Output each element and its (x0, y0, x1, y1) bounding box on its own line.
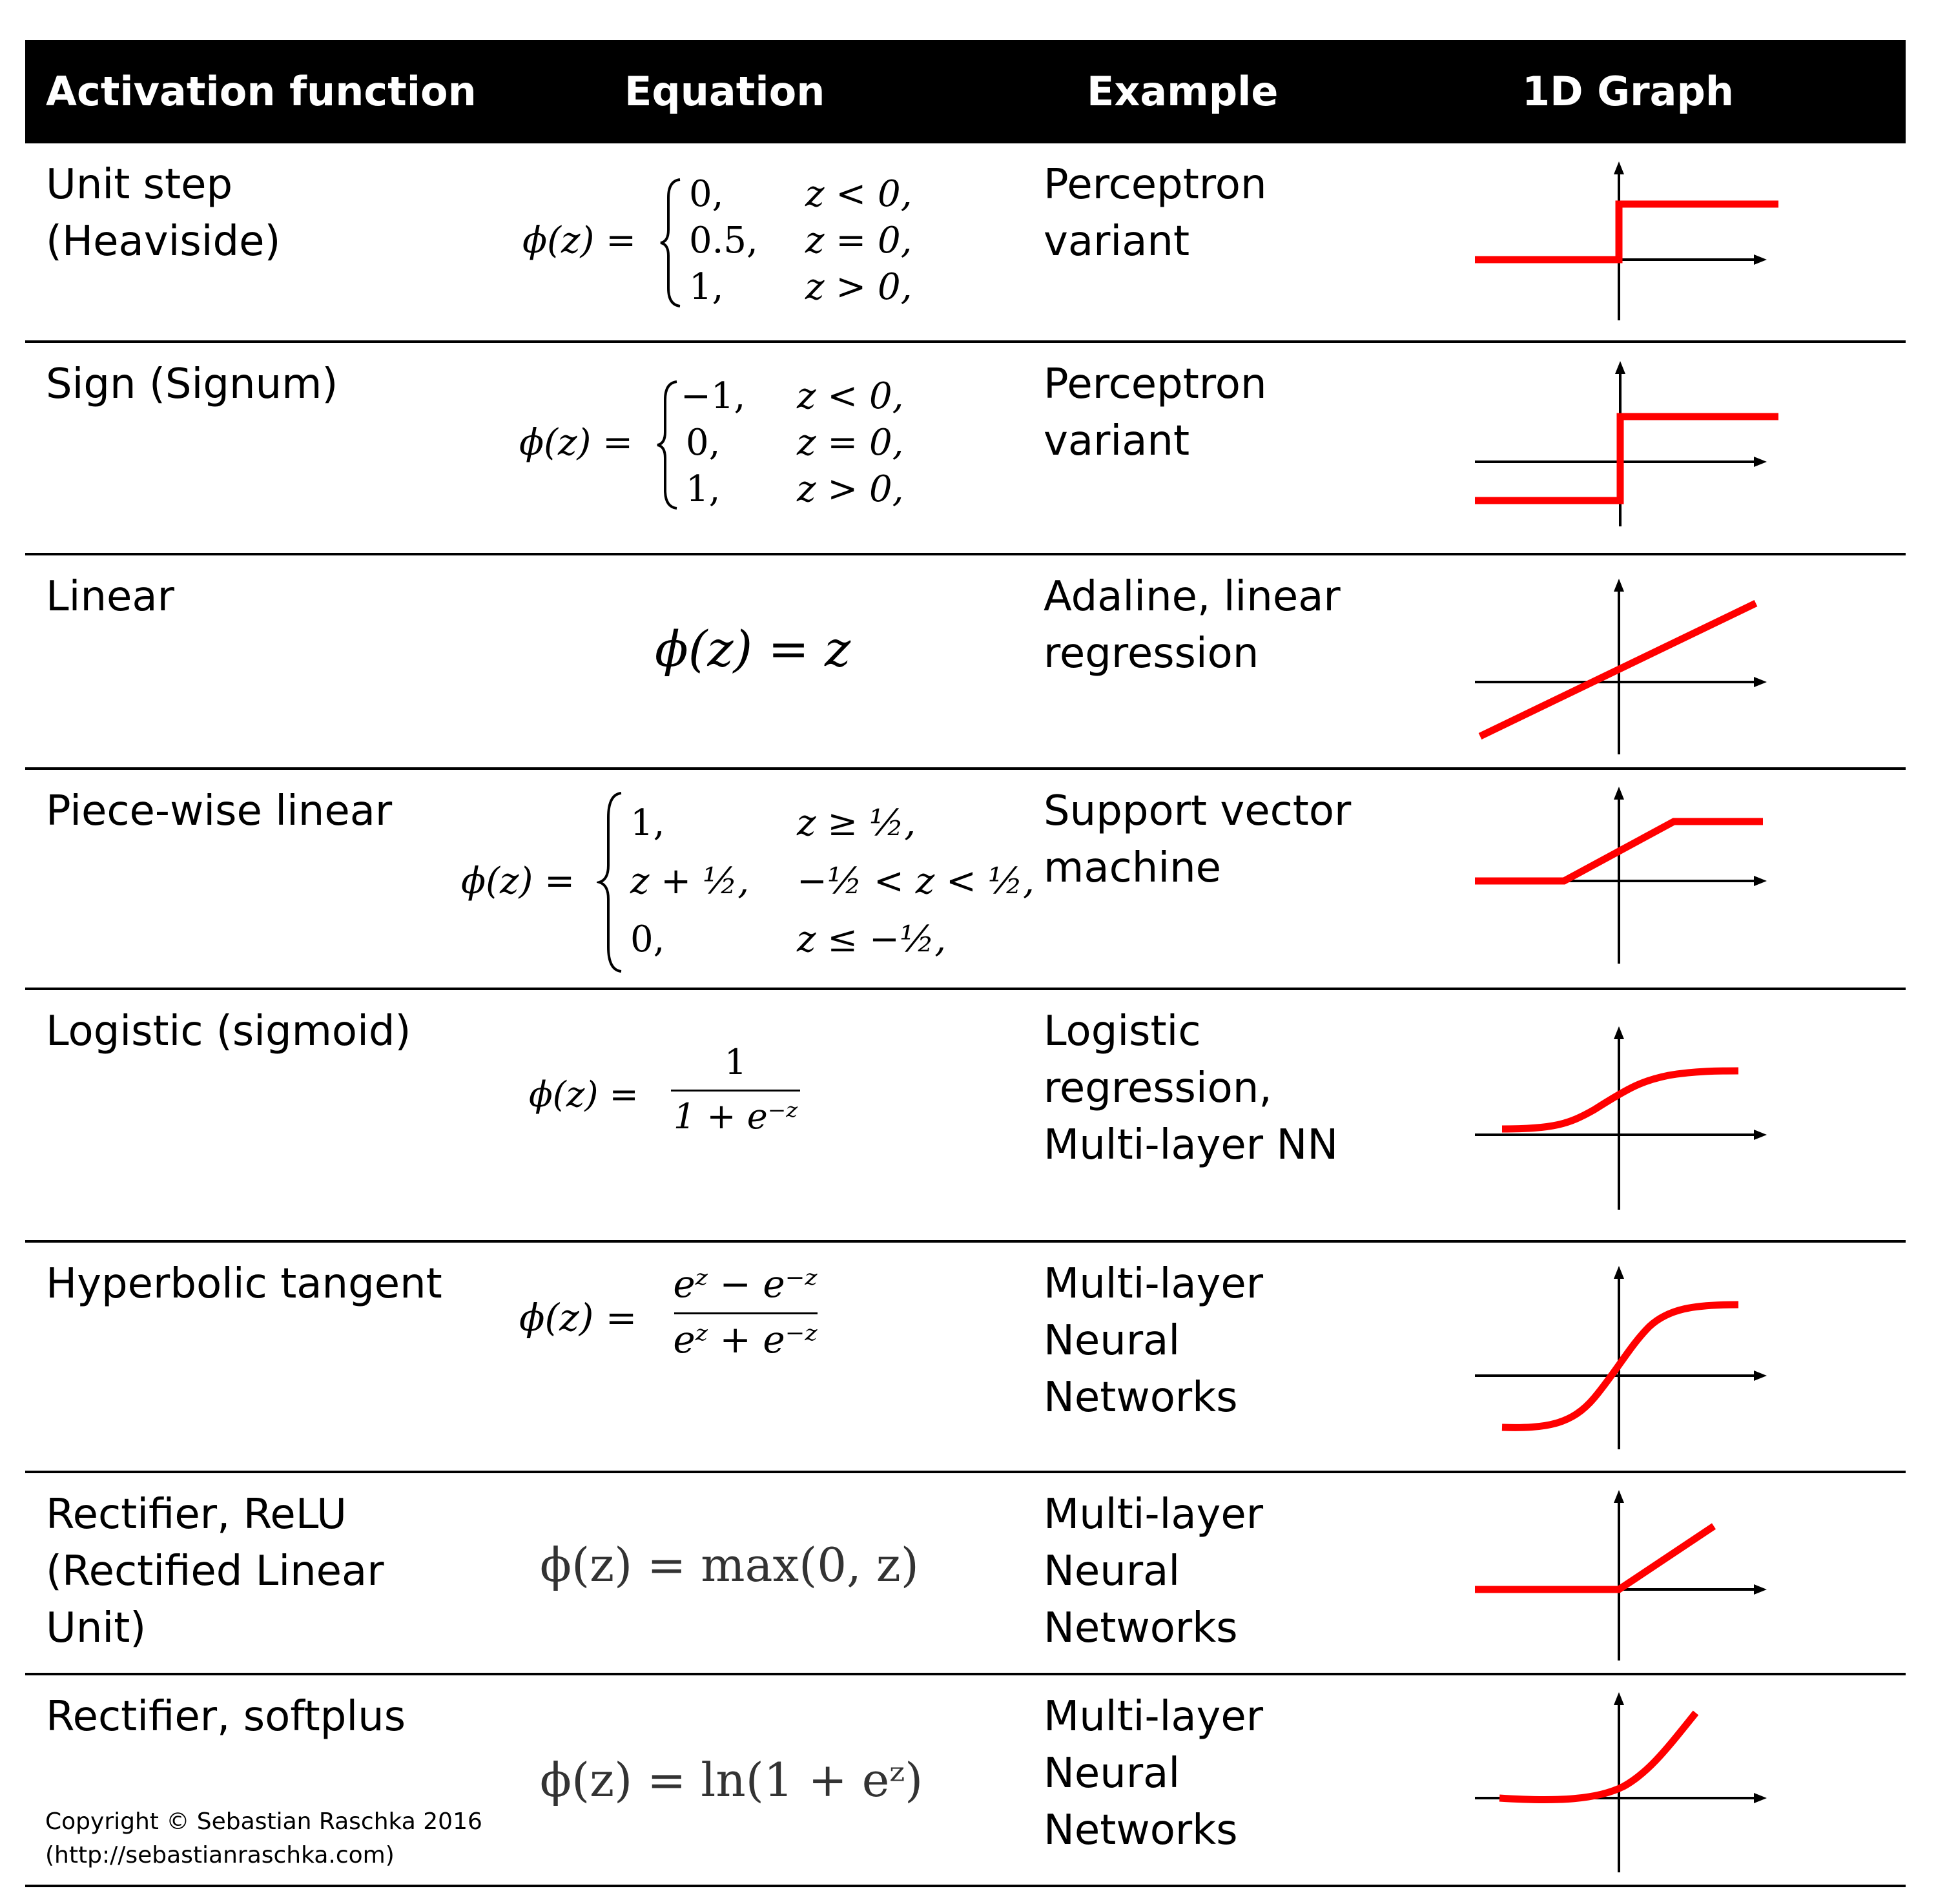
x-axis-arrow-icon (1754, 457, 1767, 467)
activation-name: Hyperbolic tangent (46, 1260, 442, 1308)
table-row-sign (25, 343, 1906, 553)
table-row-tanh (25, 1243, 1906, 1471)
piecewise-linear-graph (1456, 783, 1778, 970)
relu-graph (1456, 1486, 1778, 1667)
activation-name: Piece-wise linear (46, 787, 393, 835)
row-divider (25, 1885, 1906, 1887)
activation-name: Sign (Signum) (46, 360, 338, 408)
example-text: Multi-layer Neural Networks (1044, 1491, 1264, 1652)
softplus-graph (1456, 1688, 1778, 1876)
x-axis-arrow-icon (1754, 876, 1767, 886)
y-axis-arrow-icon (1614, 1266, 1624, 1279)
activation-curve (1499, 1713, 1696, 1800)
example-text: Multi-layer Neural Networks (1044, 1260, 1264, 1422)
y-axis-arrow-icon (1615, 361, 1625, 374)
header-1d-graph: 1D Graph (1522, 68, 1735, 115)
x-axis-arrow-icon (1754, 677, 1767, 687)
example-text: Adaline, linear regression (1044, 573, 1341, 678)
fraction-bar (671, 1090, 800, 1092)
example-text: Perceptron variant (1044, 161, 1267, 265)
left-brace-icon (597, 792, 625, 973)
equation: ϕ(z) = −1, z < 0, 0, z = 0, 1, z > 0, (519, 375, 904, 510)
unit-step-graph (1456, 158, 1778, 326)
activation-name: Unit step (Heaviside) (46, 161, 281, 265)
equation: ϕ(z) = 1, z ≥ ½, z + ½, −½ < z < ½, 0, z ≤ −½, (461, 784, 1029, 978)
equation: ϕ(z) = eᶻ − e⁻ᶻ eᶻ + e⁻ᶻ (519, 1262, 818, 1361)
y-axis-arrow-icon (1614, 579, 1624, 592)
table-row-relu (25, 1473, 1906, 1673)
table-row-linear (25, 555, 1906, 767)
activation-curve (1475, 204, 1778, 260)
x-axis-arrow-icon (1754, 1130, 1767, 1140)
activation-name: Logistic (sigmoid) (46, 1008, 411, 1055)
left-brace-icon (658, 178, 684, 307)
sigmoid-graph (1456, 1022, 1778, 1216)
equation: ϕ(z) = ln(1 + eᶻ) (540, 1753, 923, 1807)
example-text: Logistic regression, Multi-layer NN (1044, 1008, 1339, 1169)
equation: ϕ(z) = max(0, z) (540, 1538, 919, 1592)
sign-graph (1456, 357, 1778, 532)
x-axis-arrow-icon (1754, 1371, 1767, 1381)
x-axis-arrow-icon (1754, 1793, 1767, 1803)
table-row-unit-step (25, 143, 1906, 340)
activation-name: Rectifier, softplus (46, 1693, 406, 1741)
header-activation-function: Activation function (46, 68, 477, 115)
activation-curve (1475, 417, 1778, 501)
equation: ϕ(z) = 1 1 + e⁻ᶻ (529, 1042, 826, 1152)
y-axis-arrow-icon (1614, 161, 1624, 174)
linear-graph (1456, 575, 1778, 756)
y-axis-arrow-icon (1614, 1692, 1624, 1705)
x-axis-arrow-icon (1754, 254, 1767, 265)
x-axis-arrow-icon (1754, 1584, 1767, 1595)
activation-name: Linear (46, 573, 174, 621)
left-brace-icon (655, 380, 681, 510)
equation: ϕ(z) = 0, z < 0, 0.5, z = 0, 1, z > 0, (522, 173, 912, 308)
table-header (25, 40, 1906, 143)
header-equation: Equation (624, 68, 825, 115)
activation-curve (1475, 1526, 1714, 1589)
example-text: Multi-layer Neural Networks (1044, 1693, 1264, 1854)
activation-name: Rectifier, ReLU (Rectified Linear Unit) (46, 1491, 384, 1652)
tanh-graph (1456, 1262, 1778, 1456)
header-example: Example (1087, 68, 1279, 115)
y-axis-arrow-icon (1614, 1490, 1624, 1503)
table-row-logistic (25, 990, 1906, 1240)
table-row-piecewise-linear (25, 770, 1906, 988)
copyright-notice: Copyright © Sebastian Raschka 2016 (http://sebastianraschka.com) (45, 1808, 482, 1868)
example-text: Support vector machine (1044, 787, 1352, 892)
y-axis-arrow-icon (1614, 1026, 1624, 1039)
y-axis-arrow-icon (1614, 787, 1624, 800)
example-text: Perceptron variant (1044, 360, 1267, 465)
equation: ϕ(z) = z (655, 620, 851, 678)
fraction-bar (674, 1312, 818, 1314)
